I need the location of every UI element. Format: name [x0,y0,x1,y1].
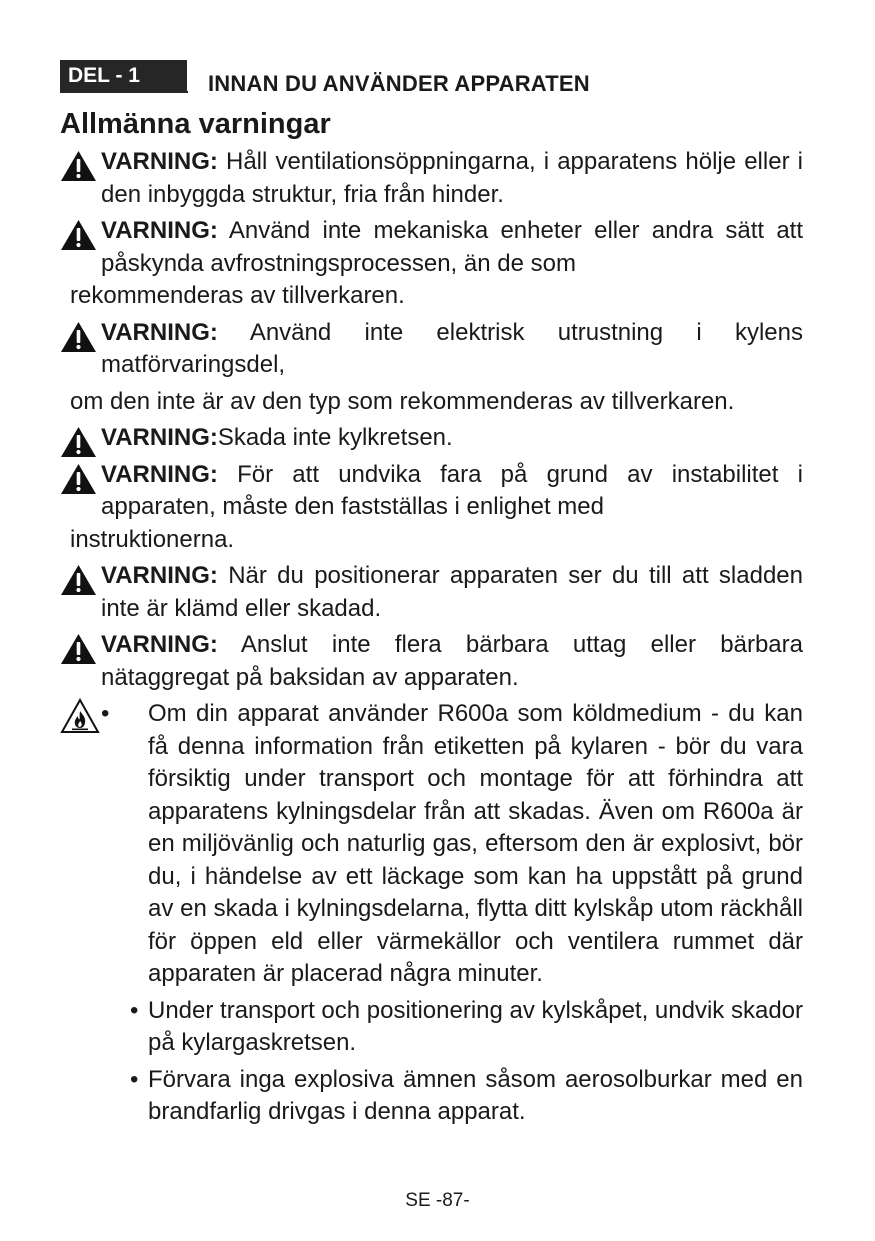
section-title: INNAN DU ANVÄNDER APPARATEN [208,71,590,96]
warning-text: När du positionerar apparaten ser du till att sladden inte är klämd eller skadad. [101,562,803,622]
list-item [101,1064,803,1129]
warning-text: Håll ventilationsöppningarna, i apparatens hölje eller i den inbyggda struktur, fria från hinder. [101,148,803,208]
bullet-marker: • [130,996,139,1024]
bullet-marker: • [130,1065,139,1093]
warning-item [60,422,803,455]
warning-item [60,146,803,211]
warning-triangle-icon [60,321,97,353]
list-item [101,698,803,991]
section-header [60,60,820,96]
warning-keyword: VARNING: [101,318,218,346]
warning-item [60,560,803,625]
flammable-warning-icon [60,698,100,734]
bullet-text: Under transport och positionering av kylskåpet, undvik skador på kylargaskretsen. [148,996,804,1056]
warning-item [60,317,803,382]
warning-keyword: VARNING: [101,148,218,175]
warning-triangle-icon [60,150,97,182]
badge-underline [60,91,188,93]
warning-item [60,215,803,280]
warning-triangle-icon [60,633,97,665]
warning-keyword: VARNING: [101,631,218,658]
warning-item [60,459,803,524]
warnings-body [60,146,803,1133]
warning-text: Använd inte elektrisk utrustning i kylens matförvaringsdel, [101,318,803,378]
list-item [101,995,803,1060]
warning-continuation: instruktionerna. [70,525,235,553]
section-badge: DEL - 1 [60,60,187,91]
warning-keyword: VARNING: [101,460,218,488]
warning-triangle-icon [60,219,97,251]
warning-keyword: VARNING: [101,217,218,244]
warning-text: Använd inte mekaniska enheter eller andra sätt att påskynda avfrostningsprocessen, än de som [101,217,803,277]
warning-triangle-icon [60,426,97,458]
bullet-text: Om din apparat använder R600a som köldmedium - du kan få denna information från etiketten på kylaren - bör du vara försiktig under transport och montage för att förhindra att apparatens kylningsdelar från att skadas. Även om R600a är en miljövänlig och naturlig gas, eftersom den är explosivt, bör du, i händelse av ett läckage som kan ha uppstått på grund av en skada i kylningsdelarna, flytta ditt kylskåp utom räckhåll för öppen eld eller värmekällor och ventilera rummet där apparaten är placerad några minuter. [148,700,803,987]
warning-item [60,629,803,694]
warning-triangle-icon [60,564,97,596]
warning-text: För att undvika fara på grund av instabilitet i apparaten, måste den fastställas i enlighet med [101,460,803,520]
flammable-gas-section [60,698,803,1129]
warning-text: Anslut inte flera bärbara uttag eller bärbara nätaggregat på baksidan av apparaten. [101,631,803,691]
bullet-marker: • [101,700,110,727]
page-number: SE -87- [405,1190,470,1211]
warning-continuation: om den inte är av den typ som rekommenderas av tillverkaren. [70,387,735,415]
page-title: Allmänna varningar [60,108,331,140]
warning-text: Skada inte kylkretsen. [217,424,453,451]
warning-keyword: VARNING: [101,562,218,589]
warning-keyword: VARNING: [101,424,218,451]
bullet-text: Förvara inga explosiva ämnen såsom aerosolburkar med en brandfarlig drivgas i denna apparat. [148,1065,803,1125]
warning-continuation: rekommenderas av tillverkaren. [70,282,405,309]
warning-triangle-icon [60,463,97,495]
